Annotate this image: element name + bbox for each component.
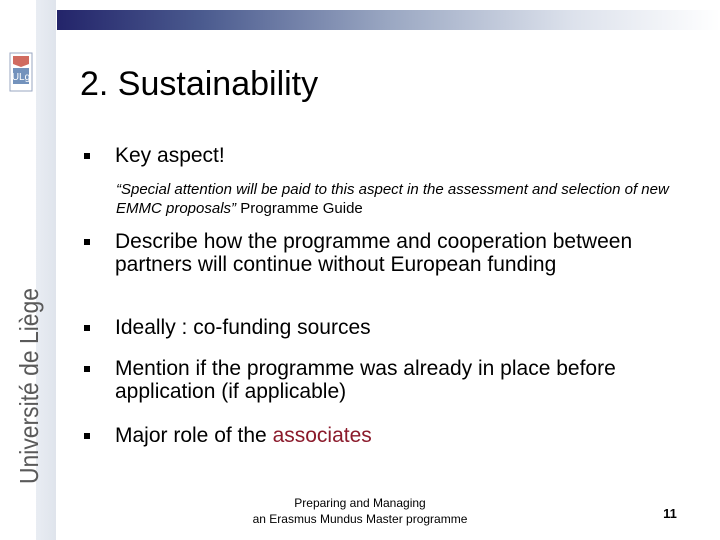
university-name-vertical bbox=[2, 286, 46, 486]
associates-highlight: associates bbox=[272, 424, 372, 447]
header-gradient-band bbox=[57, 10, 720, 30]
footer-line: Preparing and Managing bbox=[294, 496, 426, 510]
svg-text:ULg: ULg bbox=[11, 72, 31, 83]
quote-source: Programme Guide bbox=[236, 200, 363, 217]
bullet-marker bbox=[84, 153, 90, 159]
bullet-item: Describe how the programme and cooperation between partners will continue without European funding bbox=[115, 230, 633, 276]
bullet-marker bbox=[84, 433, 90, 439]
programme-guide-quote bbox=[116, 180, 696, 218]
bullet-item bbox=[115, 424, 675, 447]
bullet-text-prefix: Major role of the bbox=[115, 424, 273, 447]
bullet-marker bbox=[84, 325, 90, 331]
slide-title: 2. Sustainability bbox=[80, 65, 319, 103]
footer-line: an Erasmus Mundus Master programme bbox=[252, 512, 468, 526]
bullet-marker bbox=[84, 366, 90, 372]
page-number: 11 bbox=[663, 506, 677, 521]
university-name-text: Université de Liège bbox=[14, 286, 44, 484]
bullet-item: Mention if the programme was already in place before application (if applicable) bbox=[115, 357, 616, 403]
bullet-item: Ideally : co-funding sources bbox=[115, 316, 371, 339]
ulg-logo-icon bbox=[9, 52, 33, 92]
bullet-marker bbox=[84, 239, 90, 245]
footer-caption bbox=[240, 495, 480, 527]
bullet-item: Key aspect! bbox=[115, 144, 225, 167]
quote-italic: “Special attention will be paid to this aspect in the assessment and selection of new EMMC proposals” bbox=[116, 181, 669, 217]
